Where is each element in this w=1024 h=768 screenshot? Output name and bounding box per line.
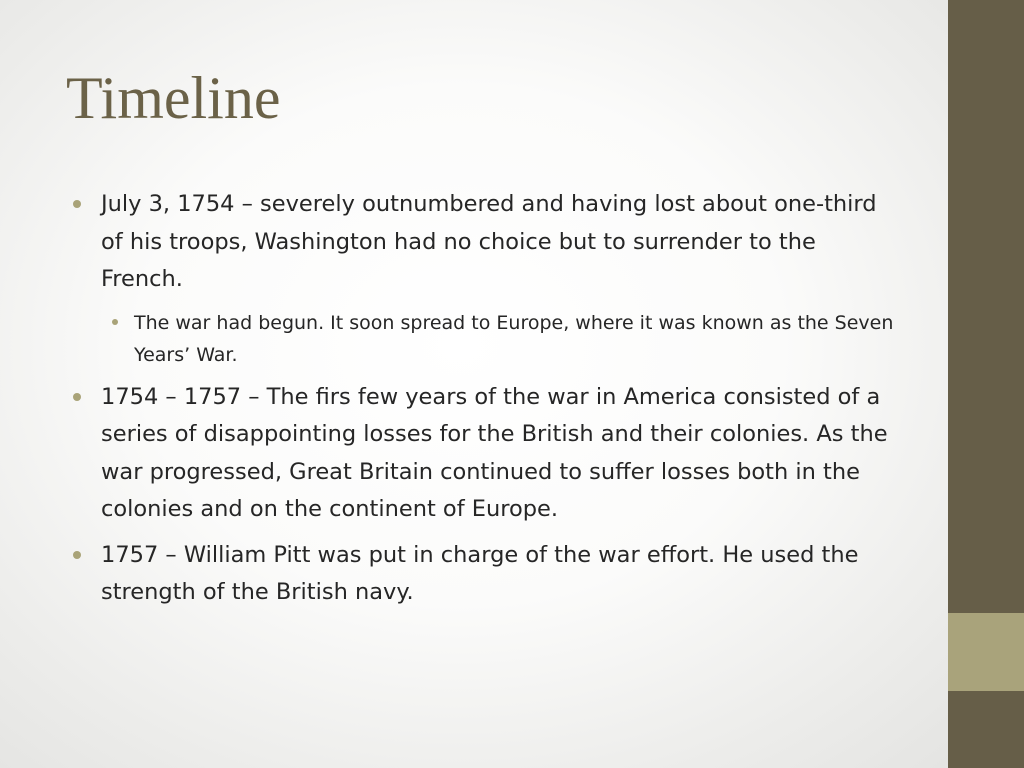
bullet-item-2: 1754 – 1757 – The firs few years of the war in America consisted of a series of disappointing losses for the British and their colonies. As the war progressed, Great Britain continued to suffer losses both in the colonies and on the continent of Europe. bbox=[70, 379, 900, 529]
slide-title: Timeline bbox=[66, 65, 281, 131]
bullet-item-1: July 3, 1754 – severely outnumbered and having lost about one-third of his troops, Washington had no choice but to surrender to the French. bbox=[70, 186, 900, 299]
sub-bullet-item-1: The war had begun. It soon spread to Europe, where it was known as the Seven Years’ War. bbox=[103, 307, 900, 371]
slide-content bbox=[70, 186, 900, 620]
decorative-side-accent bbox=[948, 613, 1024, 691]
bullet-item-3: 1757 – William Pitt was put in charge of the war effort. He used the strength of the British navy. bbox=[70, 537, 900, 612]
